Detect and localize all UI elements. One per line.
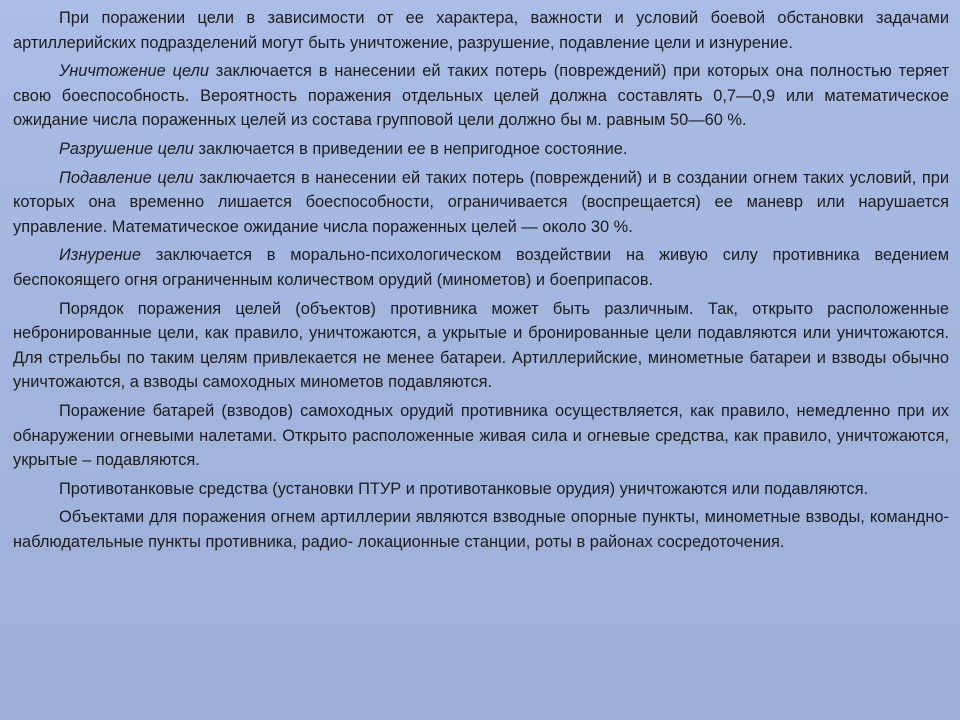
paragraph-suppression-definition: [13, 166, 949, 240]
paragraph-text: заключается в морально-психологическом воздействии на живую силу противника ведением беспокоящего огня ограниченным количеством орудий (минометов) и боеприпасов.: [13, 246, 949, 289]
paragraph-antitank-means: [13, 477, 949, 502]
slide-text-body: [13, 6, 949, 558]
paragraph-artillery-targets: [13, 505, 949, 554]
paragraph-text: При поражении цели в зависимости от ее характера, важности и условий боевой обстановки задачами артиллерийских подразделений могут быть уничтожение, разрушение, подавление цели и изнурение.: [13, 9, 949, 52]
paragraph-text: Противотанковые средства (установки ПТУР и противотанковые орудия) уничтожаются или подавляются.: [59, 479, 869, 498]
paragraph-text: заключается в нанесении ей таких потерь (повреждений) при которых она полностью теряет свою боеспособность. Вероятность поражения отдельных целей должна составлять 0,7—0,9 или математическое ожидание числа пораженных целей из состава групповой цели должно бы м. равным 50—60 %.: [13, 62, 949, 130]
paragraph-engagement-order: [13, 297, 949, 395]
paragraph-text: Объектами для поражения огнем артиллерии являются взводные опорные пункты, минометные взводы, командно-наблюдательные пункты противника, радио- локационные станции, роты в районах сосредоточения.: [13, 508, 949, 551]
paragraph-self-propelled-batteries: [13, 399, 949, 473]
paragraph-text: заключается в нанесении ей таких потерь (повреждений) и в создании огнем таких условий, при которых она временно лишается боеспособности, ограничивается (воспрещается) ее маневр или нарушается управление. Математическое ожидание числа пораженных целей — около 30 %.: [13, 168, 949, 236]
paragraph-harassment-definition: [13, 243, 949, 292]
paragraph-intro: [13, 6, 949, 55]
paragraph-text: Поражение батарей (взводов) самоходных орудий противника осуществляется, как правило, немедленно при их обнаружении огневыми налетами. Открыто расположенные живая сила и огневые средства, как правило, уничтожаются, укрытые – подавляются.: [13, 401, 949, 470]
paragraph-demolition-definition: [13, 137, 949, 162]
term-italic: Разрушение цели: [59, 139, 194, 158]
paragraph-text: Порядок поражения целей (объектов) противника может быть различным. Так, открыто расположенные небронированные цели, как правило, уничтожаются, а укрытые и бронированные цели подавляются или уничтожаются. Для стрельбы по таким целям привлекается не менее батареи. Артиллерийские, минометные батареи и взводы обычно уничтожаются, а взводы самоходных минометов подавляются.: [13, 299, 949, 392]
paragraph-destruction-definition: [13, 59, 949, 133]
paragraph-text: заключается в приведении ее в непригодное состояние.: [193, 139, 628, 158]
term-italic: Уничтожение цели: [59, 62, 209, 81]
term-italic: Изнурение: [59, 246, 142, 265]
term-italic: Подавление цели: [59, 168, 194, 187]
